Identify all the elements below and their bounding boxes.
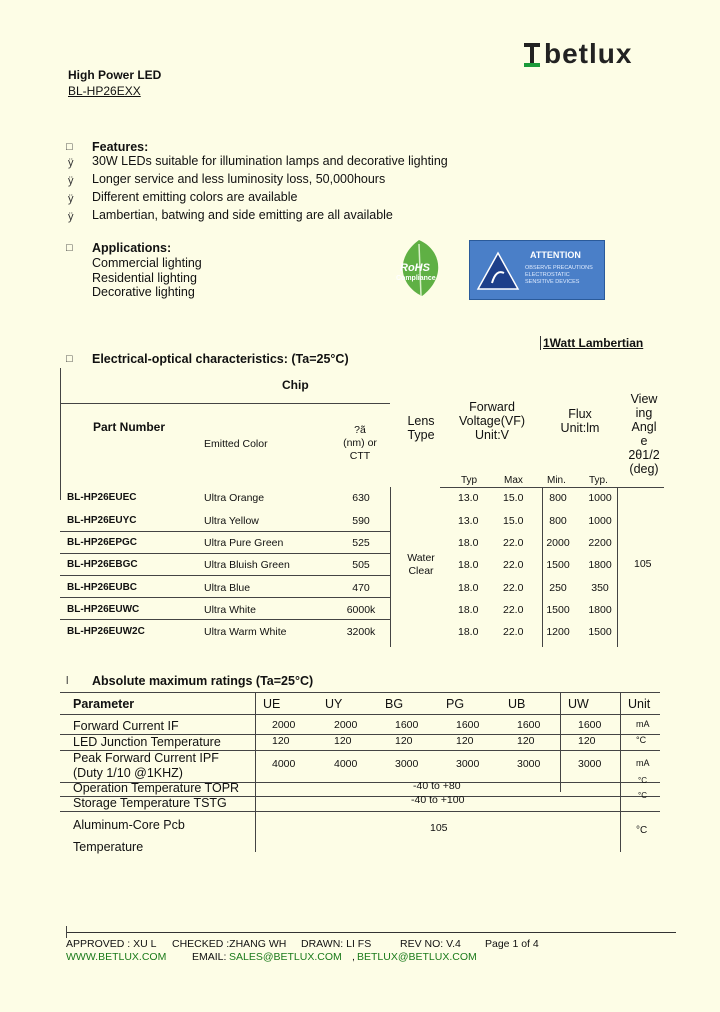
bullet-icon: ÿ (68, 175, 74, 187)
abs-unit-cell: mA (636, 719, 650, 729)
rohs-badge (392, 238, 446, 300)
elec-cell-vf-max: 22.0 (503, 559, 524, 571)
storage-temp-unit: °C (638, 791, 647, 800)
attention-line: OBSERVE PRECAUTIONS (525, 265, 593, 271)
abs-col-header: Parameter (73, 697, 135, 711)
table-border (60, 553, 390, 554)
storage-temp-range: -40 to +100 (411, 794, 465, 806)
elec-cell-flux-typ: 2200 (588, 537, 612, 549)
rohs-subtext: Compliance (396, 275, 436, 282)
features-heading: Features: (92, 140, 149, 154)
checkbox-icon: □ (66, 353, 73, 365)
abs-value-cell: 1600 (395, 719, 419, 731)
absolute-heading: Absolute maximum ratings (Ta=25°C) (92, 674, 314, 688)
flux-header (550, 407, 610, 435)
elec-cell-wl: 6000k (346, 604, 376, 616)
attention-line: ELECTROSTATIC (525, 272, 570, 278)
viewing-angle-value: 105 (634, 558, 652, 570)
abs-value-cell: 3000 (517, 758, 541, 770)
elec-cell-part: BL-HP26EUW2C (67, 626, 145, 637)
lens-type-header-line: Lens (407, 414, 435, 428)
esd-warning-icon (476, 251, 520, 291)
checkbox-icon: □ (66, 141, 73, 153)
elec-cell-vf-max: 22.0 (503, 582, 524, 594)
checked-text: CHECKED :ZHANG WH (172, 938, 287, 950)
feature-item: 30W LEDs suitable for illumination lamps and decorative lighting (92, 154, 448, 168)
table-border (60, 692, 660, 693)
part-number-header: Part Number (93, 420, 166, 434)
website-link[interactable]: WWW.BETLUX.COM (66, 951, 167, 963)
table-border (60, 714, 660, 715)
elec-cell-vf-typ: 18.0 (458, 626, 479, 638)
elec-cell-wl: 630 (352, 492, 370, 504)
elec-cell-vf-max: 22.0 (503, 604, 524, 616)
emitted-color-header: Emitted Color (204, 438, 268, 450)
feature-item: Lambertian, batwing and side emitting are all available (92, 208, 393, 222)
elec-cell-vf-max: 22.0 (503, 537, 524, 549)
elec-cell-wl: 505 (352, 559, 370, 571)
bullet-icon: ÿ (68, 193, 74, 205)
table-border (60, 575, 390, 576)
aluminum-label-2: Temperature (73, 840, 144, 854)
table-border (255, 692, 256, 852)
drawn-text: DRAWN: LI FS (301, 938, 372, 950)
table-border (560, 692, 561, 792)
forward-voltage-header-line: Unit:V (474, 428, 510, 442)
bullet-marker: l (66, 675, 69, 687)
abs-col-header: UB (508, 697, 526, 711)
lens-value (398, 552, 444, 578)
table-border (617, 487, 618, 647)
feature-item: Longer service and less luminosity loss, 50,000hours (92, 172, 386, 186)
operation-temp-unit: °C (638, 776, 647, 785)
elec-cell-wl: 525 (352, 537, 370, 549)
abs-value-cell: 1600 (578, 719, 602, 731)
table-border (440, 487, 664, 488)
footer-tick (66, 926, 67, 938)
wavelength-header-line: CTT (349, 450, 371, 462)
abs-value-cell: 120 (517, 735, 535, 747)
abs-value-cell: 1600 (517, 719, 541, 731)
email-label: EMAIL: (192, 951, 227, 963)
abs-col-header: PG (446, 697, 465, 711)
esd-attention-badge (469, 240, 605, 300)
wavelength-header-line: ?ã (354, 424, 366, 436)
lens-type-header-line: Type (407, 428, 435, 442)
viewing-angle-header-line: View (630, 392, 658, 406)
elec-cell-part: BL-HP26EUBC (67, 582, 138, 593)
abs-value-cell: 120 (272, 735, 290, 747)
abs-value-cell: 3000 (395, 758, 419, 770)
table-border (620, 692, 621, 852)
viewing-angle-header-line: e (640, 434, 648, 448)
elec-cell-vf-max: 22.0 (503, 626, 524, 638)
elec-cell-color: Ultra Yellow (204, 515, 259, 527)
checkbox-icon: □ (66, 242, 73, 254)
abs-col-header: UE (263, 697, 281, 711)
rev-text: REV NO: V.4 (400, 938, 461, 950)
email-betlux-link[interactable]: BETLUX@BETLUX.COM (357, 951, 477, 963)
elec-cell-color: Ultra Blue (204, 582, 251, 594)
abs-value-cell: 120 (395, 735, 413, 747)
elec-cell-flux-typ: 1000 (588, 515, 612, 527)
forward-voltage-header-line: Forward (469, 400, 515, 414)
elec-cell-color: Ultra White (204, 604, 256, 616)
viewing-angle-header-line: ing (635, 406, 653, 420)
abs-value-cell: 4000 (334, 758, 358, 770)
part-series: BL-HP26EXX (68, 84, 141, 98)
product-title: High Power LED (68, 68, 162, 82)
elec-cell-flux-typ: 1500 (588, 626, 612, 638)
lens-value-line: Clear (408, 565, 434, 577)
vf-max-header: Max (504, 475, 523, 486)
elec-cell-color: Ultra Orange (204, 492, 265, 504)
lens-value-line: Water (407, 552, 435, 564)
table-border (60, 368, 61, 500)
aluminum-value: 105 (430, 822, 448, 834)
lambertian-label: 1Watt Lambertian (540, 336, 643, 350)
vf-typ-header: Typ (461, 475, 478, 486)
elec-cell-color: Ultra Pure Green (204, 537, 284, 549)
aluminum-label: Aluminum-Core Pcb (73, 818, 185, 832)
elec-cell-flux-typ: 1800 (588, 559, 612, 571)
elec-cell-vf-typ: 13.0 (458, 492, 479, 504)
elec-cell-vf-max: 15.0 (503, 515, 524, 527)
table-border (60, 597, 390, 598)
elec-cell-flux-min: 1500 (546, 604, 570, 616)
elec-cell-color: Ultra Warm White (204, 626, 287, 638)
applications-heading: Applications: (92, 241, 172, 255)
abs-value-cell: 1600 (456, 719, 480, 731)
chip-header: Chip (282, 378, 309, 392)
abs-unit-cell: °C (636, 735, 647, 745)
elec-cell-flux-typ: 1800 (588, 604, 612, 616)
abs-unit-cell: mA (636, 758, 650, 768)
wavelength-header (335, 424, 385, 463)
viewing-angle-header-line: 2θ1/2 (628, 448, 660, 462)
elec-cell-vf-typ: 18.0 (458, 537, 479, 549)
elec-cell-flux-min: 800 (549, 492, 567, 504)
elec-cell-vf-max: 15.0 (503, 492, 524, 504)
elec-cell-flux-min: 250 (549, 582, 567, 594)
abs-col-header: UW (568, 697, 589, 711)
abs-col-header: Unit (628, 697, 651, 711)
viewing-angle-header (622, 392, 666, 476)
elec-cell-part: BL-HP26EUEC (67, 492, 137, 503)
lens-type-header (396, 414, 446, 442)
abs-value-cell: 120 (578, 735, 596, 747)
forward-voltage-header-line: Voltage(VF) (458, 414, 525, 428)
table-border (60, 403, 390, 404)
application-item: Decorative lighting (92, 285, 195, 299)
table-border (60, 811, 660, 812)
elec-cell-flux-typ: 350 (591, 582, 609, 594)
elec-cell-flux-min: 1200 (546, 626, 570, 638)
elec-cell-part: BL-HP26EPGC (67, 537, 138, 548)
storage-temp-label: Storage Temperature TSTG (73, 796, 227, 810)
flux-min-header: Min. (547, 475, 566, 486)
abs-param-label-2: (Duty 1/10 @1KHZ) (73, 766, 183, 780)
flux-typ-header: Typ. (589, 475, 608, 486)
abs-value-cell: 2000 (334, 719, 358, 731)
abs-col-header: UY (325, 697, 343, 711)
table-border (60, 531, 390, 532)
abs-param-label: Forward Current IF (73, 719, 179, 733)
elec-cell-vf-typ: 18.0 (458, 559, 479, 571)
abs-value-cell: 120 (334, 735, 352, 747)
elec-cell-wl: 3200k (346, 626, 376, 638)
attention-line: SENSITIVE DEVICES (525, 279, 580, 285)
electrical-heading: Electrical-optical characteristics: (Ta=25°C) (92, 352, 349, 366)
elec-cell-flux-min: 2000 (546, 537, 570, 549)
page-number: Page 1 of 4 (485, 938, 539, 950)
aluminum-unit: °C (636, 825, 648, 836)
bullet-icon: ÿ (68, 211, 74, 223)
table-border (60, 619, 390, 620)
elec-cell-wl: 590 (352, 515, 370, 527)
table-border (542, 487, 543, 647)
elec-cell-color: Ultra Bluish Green (204, 559, 290, 571)
betlux-logo (522, 40, 652, 70)
bullet-icon: ÿ (68, 157, 74, 169)
abs-value-cell: 120 (456, 735, 474, 747)
application-item: Residential lighting (92, 271, 197, 285)
email-separator: , (352, 951, 355, 963)
brand-name: betlux (544, 38, 633, 69)
footer-rule (66, 932, 676, 933)
elec-cell-vf-typ: 13.0 (458, 515, 479, 527)
viewing-angle-header-line: Angl (631, 420, 657, 434)
elec-cell-flux-typ: 1000 (588, 492, 612, 504)
abs-col-header: BG (385, 697, 404, 711)
email-sales-link[interactable]: SALES@BETLUX.COM (229, 951, 342, 963)
elec-cell-vf-typ: 18.0 (458, 582, 479, 594)
elec-cell-flux-min: 800 (549, 515, 567, 527)
viewing-angle-header-line: (deg) (629, 462, 659, 476)
elec-cell-flux-min: 1500 (546, 559, 570, 571)
abs-value-cell: 2000 (272, 719, 296, 731)
attention-title: ATTENTION (530, 250, 581, 260)
elec-cell-part: BL-HP26EUYC (67, 515, 137, 526)
abs-value-cell: 3000 (578, 758, 602, 770)
abs-value-cell: 3000 (456, 758, 480, 770)
elec-cell-part: BL-HP26EUWC (67, 604, 140, 615)
table-border (390, 487, 391, 647)
elec-cell-wl: 470 (352, 582, 370, 594)
feature-item: Different emitting colors are available (92, 190, 298, 204)
flux-header-line: Flux (568, 407, 592, 421)
forward-voltage-header (452, 400, 532, 442)
elec-cell-vf-typ: 18.0 (458, 604, 479, 616)
abs-param-label: Peak Forward Current IPF (73, 751, 219, 765)
flux-header-line: Unit:lm (560, 421, 600, 435)
approved-text: APPROVED : XU L (66, 938, 157, 950)
application-item: Commercial lighting (92, 256, 202, 270)
abs-value-cell: 4000 (272, 758, 296, 770)
elec-cell-part: BL-HP26EBGC (67, 559, 138, 570)
wavelength-header-line: (nm) or (343, 437, 377, 449)
abs-param-label: LED Junction Temperature (73, 735, 221, 749)
operation-temp-range: -40 to +80 (413, 780, 461, 792)
operation-temp-label: Operation Temperature TOPR (73, 781, 240, 795)
rohs-text: RoHS (400, 262, 430, 274)
